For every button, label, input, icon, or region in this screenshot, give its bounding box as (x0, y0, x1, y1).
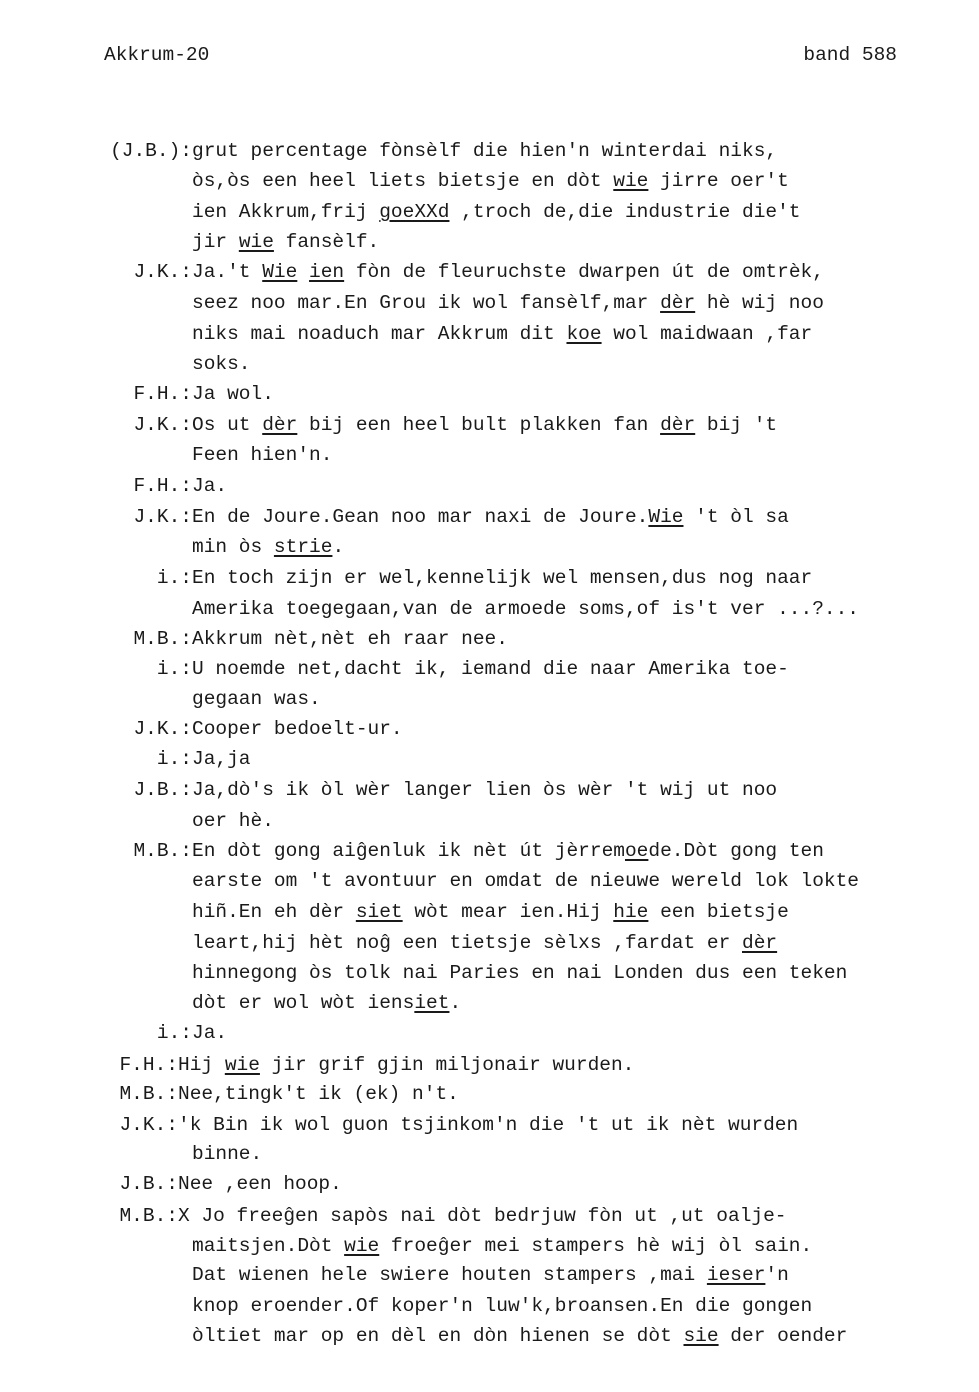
transcript-line: binne. (192, 1143, 263, 1165)
transcript-line: soks. (192, 353, 251, 375)
transcript-line: Dat wienen hele swiere houten stampers ,mai ieser'n (192, 1264, 789, 1286)
transcript-line: Cooper bedoelt-ur. (192, 718, 403, 740)
speaker-label: F.H.: (119, 1054, 178, 1076)
transcript-line: Ja. (192, 1022, 228, 1044)
transcript-line: dòt er wol wòt iensiet. (192, 992, 462, 1014)
page-header-left: Akkrum-20 (104, 44, 210, 66)
transcript-line: ien Akkrum,frij goeXXd ,troch de,die industrie die't (192, 201, 801, 223)
transcript-line: earste om 't avontuur en omdat de nieuwe wereld lok lokte (192, 870, 860, 892)
page-header-right: band 588 (803, 44, 897, 66)
transcript-line: Ja,dò's ik òl wèr langer lien òs wèr 't wij ut noo (192, 779, 778, 801)
transcript-line: jir wie fansèlf. (192, 231, 380, 253)
speaker-label: (J.B.): (110, 140, 192, 162)
transcript-line: oer hè. (192, 810, 274, 832)
transcript-line: Feen hien'n. (192, 444, 333, 466)
transcript-line: Akkrum nèt,nèt eh raar nee. (192, 628, 508, 650)
transcript-line: Ja. (192, 475, 228, 497)
transcript-line: seez noo mar.En Grou ik wol fansèlf,mar dèr hè wij noo (192, 292, 824, 314)
speaker-label: M.B.: (119, 1083, 178, 1105)
transcript-line: Nee,tingk't ik (ek) n't. (178, 1083, 459, 1105)
speaker-label: J.K.: (119, 1114, 178, 1136)
transcript-line: 'k Bin ik wol guon tsjinkom'n die 't ut ik nèt wurden (178, 1114, 799, 1136)
transcript-line: Ja wol. (192, 383, 274, 405)
transcript-line: Os ut dèr bij een heel bult plakken fan dèr bij 't (192, 414, 778, 436)
speaker-label: J.B.: (119, 1173, 178, 1195)
transcript-line: En dòt gong aiĝenluk ik nèt út jèrremoede.Dòt gong ten (192, 840, 824, 862)
transcript-line: Amerika toegegaan,van de armoede soms,of is't ver ...?... (192, 598, 860, 620)
transcript-line: hinnegong òs tolk nai Paries en nai Londen dus een teken (192, 962, 848, 984)
speaker-label: J.K.: (133, 718, 192, 740)
speaker-label: J.K.: (133, 506, 192, 528)
transcript-line: hiñ.En eh dèr siet wòt mear ien.Hij hie een bietsje (192, 901, 789, 923)
speaker-label: M.B.: (133, 840, 192, 862)
transcript-line: X Jo freeĝen sapòs nai dòt bedrjuw fòn ut ,ut oalje- (178, 1205, 787, 1227)
transcript-line: maitsjen.Dòt wie froeĝer mei stampers hè wij òl sain. (192, 1235, 813, 1257)
speaker-label: F.H.: (133, 475, 192, 497)
speaker-label: i.: (156, 658, 192, 680)
transcript-line: niks mai noaduch mar Akkrum dit koe wol maidwaan ,far (192, 323, 813, 345)
transcript-line: grut percentage fònsèlf die hien'n winterdai niks, (192, 140, 778, 162)
transcript-line: knop eroender.Of koper'n luw'k,broansen.En die gongen (192, 1295, 813, 1317)
transcript-line: Ja.'t Wie ien fòn de fleuruchste dwarpen út de omtrèk, (192, 261, 824, 283)
transcript-line: En de Joure.Gean noo mar naxi de Joure.Wie 't òl sa (192, 506, 789, 528)
transcript-line: òs,òs een heel liets bietsje en dòt wie jirre oer't (192, 170, 789, 192)
speaker-label: J.B.: (133, 779, 192, 801)
speaker-label: i.: (156, 748, 192, 770)
speaker-label: F.H.: (133, 383, 192, 405)
transcript-line: U noemde net,dacht ik, iemand die naar Amerika toe- (192, 658, 789, 680)
transcript-line: gegaan was. (192, 688, 321, 710)
speaker-label: J.K.: (133, 261, 192, 283)
transcript-line: leart,hij hèt noĝ een tietsje sèlxs ,fardat er dèr (192, 932, 778, 954)
transcript-line: Hij wie jir grif gjin miljonair wurden. (178, 1054, 635, 1076)
speaker-label: M.B.: (119, 1205, 178, 1227)
speaker-label: i.: (156, 567, 192, 589)
speaker-label: J.K.: (133, 414, 192, 436)
speaker-label: M.B.: (133, 628, 192, 650)
transcript-line: òltiet mar op en dèl en dòn hienen se dòt sie der oender (192, 1325, 848, 1347)
speaker-label: i.: (156, 1022, 192, 1044)
transcript-line: En toch zijn er wel,kennelijk wel mensen,dus nog naar (192, 567, 813, 589)
transcript-line: Ja,ja (192, 748, 251, 770)
transcript-line: min òs strie. (192, 536, 345, 558)
transcript-line: Nee ,een hoop. (178, 1173, 342, 1195)
